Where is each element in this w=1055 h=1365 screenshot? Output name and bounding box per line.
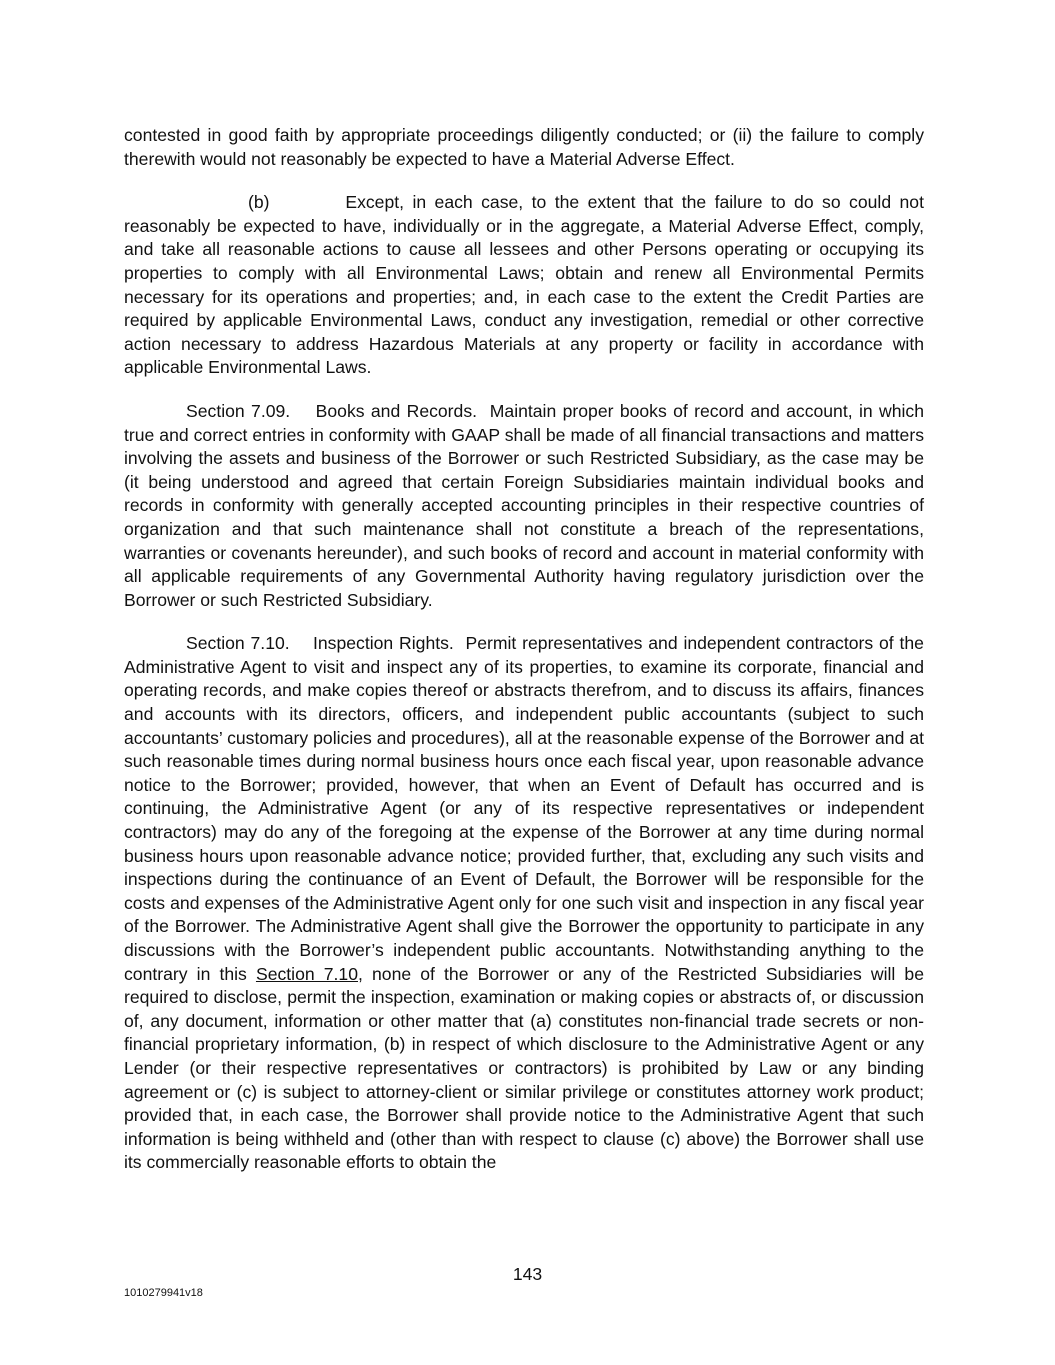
page-number: 143 bbox=[512, 1264, 543, 1284]
section-7-09-title: Books and Records. bbox=[315, 400, 478, 421]
paragraph-contested bbox=[124, 124, 924, 171]
section-7-09-number: Section 7.09. bbox=[186, 400, 291, 421]
document-body bbox=[124, 124, 924, 1195]
paragraph-b-text: Except, in each case, to the extent that the failure to do so could not reasonably be expected to have, individually or in the aggregate, a Material Adverse Effect, comply, and take all reasonable actions to cause all lessees and other Persons operating or occupying its properties to comply with all Environmental Laws; obtain and renew all Environmental Permits necessary for its operations and properties; and, in each case to the extent the Credit Parties are required by applicable Environmental Laws, conduct any investigation, remedial or other corrective action necessary to address Hazardous Materials at any property or facility in accordance with applicable Environmental Laws. bbox=[124, 192, 924, 378]
paragraph-b-environmental bbox=[124, 191, 924, 380]
paragraph-contested-text: contested in good faith by appropriate proceedings diligently conducted; or (ii) the failure to comply therewith would not reasonably be expected to have a Material Adverse Effect. bbox=[124, 125, 924, 169]
paragraph-b-label: (b) bbox=[248, 192, 270, 213]
section-7-10-text-b: , none of the Borrower or any of the Restricted Subsidiaries will be required to disclose, permit the inspection, examination or making copies or abstracts of, or discussion of, any document, information or other matter that (a) constitutes non-financial trade secrets or non-financial proprietary information, (b) in respect of which disclosure to the Administrative Agent or any Lender (or their respective representatives or contractors) is prohibited by Law or any binding agreement or (c) is subject to attorney-client or similar privilege or constitutes attorney work product; provided that, in each case, the Borrower shall provide notice to the Administrative Agent that such information is being withheld and (other than with respect to clause (c) above) the Borrower shall use its commercially reasonable efforts to obtain the bbox=[124, 963, 924, 1173]
section-7-10-number: Section 7.10. bbox=[186, 633, 290, 654]
section-7-10 bbox=[124, 632, 924, 1175]
section-7-10-text-a: Permit representatives and independent contractors of the Administrative Agent to visit and inspect any of its properties, to examine its corporate, financial and operating records, and make copies thereof or abstracts therefrom, and to discuss its affairs, finances and accounts with its directors, officers, and independent public accountants (subject to such accountants’ customary policies and procedures), all at the reasonable expense of the Borrower and at such reasonable times during normal business hours once each fiscal year, upon reasonable advance notice to the Borrower; provided, however, that when an Event of Default has occurred and is continuing, the Administrative Agent (or any of its respective representatives or independent contractors) may do any of the foregoing at the expense of the Borrower at any time during normal business hours upon reasonable advance notice; provided further, that, excluding any such visits and inspections during the continuance of an Event of Default, the Borrower will be responsible for the costs and expenses of the Administrative Agent only for one such visit and inspection in any fiscal year of the Borrower. The Administrative Agent shall give the Borrower the opportunity to participate in any discussions with the Borrower’s independent public accountants. Notwithstanding anything to the contrary in this bbox=[124, 633, 924, 984]
document-id: 1010279941v18 bbox=[124, 1287, 203, 1299]
section-7-09-text: Maintain proper books of record and account, in which true and correct entries in conformity with GAAP shall be made of all financial transactions and matters involving the assets and business of the Borrower or such Restricted Subsidiary, as the case may be (it being understood and agreed that certain Foreign Subsidiaries maintain individual books and records in conformity with generally accepted accounting principles in their respective countries of organization and that such maintenance shall not constitute a breach of the representations, warranties or covenants hereunder), and such books of record and account in material conformity with all applicable requirements of any Governmental Authority having regulatory jurisdiction over the Borrower or such Restricted Subsidiary. bbox=[124, 400, 925, 610]
section-7-09 bbox=[124, 400, 924, 612]
section-7-10-title: Inspection Rights. bbox=[313, 633, 454, 654]
section-7-10-cross-reference: Section 7.10 bbox=[255, 963, 358, 984]
